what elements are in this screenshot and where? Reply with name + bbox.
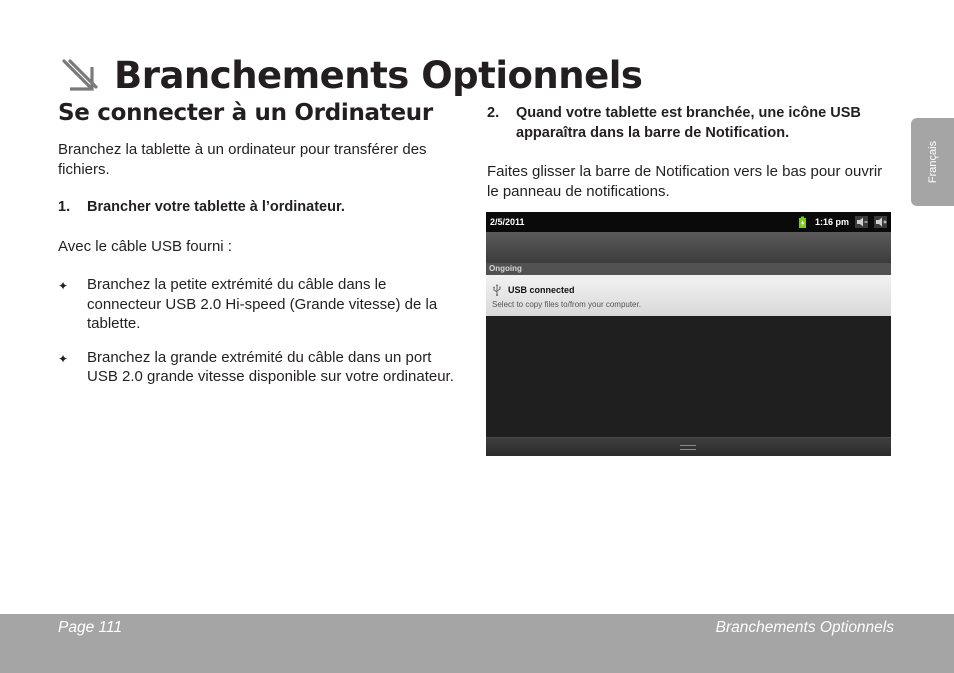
step-1 [58,198,458,218]
ongoing-section [486,263,891,275]
bullet-item-1 [58,275,458,334]
step-2-number: 2. [487,105,500,121]
usb-icon [492,284,502,296]
intro-paragraph: Branchez la tablette à un ordinateur pour transférer des fichiers. [58,141,427,178]
volume-up-icon[interactable] [874,216,887,228]
step-2-text: Quand votre tablette est branchée, une icône USB apparaîtra dans la barre de Notification. [516,105,861,141]
notification-title: USB connected [508,285,575,295]
page-number: Page 111 [58,619,123,636]
step-2 [487,104,887,143]
left-column [58,100,458,387]
tablet-screenshot [486,212,891,456]
four-point-star-icon: ✦ [58,279,69,293]
step-1-text: Brancher votre tablette à l’ordinateur. [87,199,345,215]
cable-intro: Avec le câble USB fourni : [58,237,232,255]
usb-notification[interactable] [486,275,891,316]
bullet-text-2: Branchez la grande extrémité du câble dans un port USB 2.0 grande vitesse disponible sur votre ordinateur. [87,348,454,385]
page-footer [0,614,954,673]
notification-subtitle: Select to copy files to/from your computer. [492,300,641,309]
step-1-number: 1. [58,199,71,215]
ongoing-label: Ongoing [489,264,522,273]
footer-section-title: Branchements Optionnels [715,619,894,636]
language-tab-label: Français [926,140,939,184]
section-heading: Se connecter à un Ordinateur [58,100,433,126]
status-date: 2/5/2011 [490,217,525,227]
diagonal-down-right-arrow-icon [58,55,98,95]
shade-drag-handle[interactable] [486,437,891,456]
bullet-text-1: Branchez la petite extrémité du câble dans le connecteur USB 2.0 Hi-speed (Grande vitesse) de la tablette. [87,276,438,332]
bullet-item-2 [58,348,458,387]
status-icons [796,216,887,228]
language-tab [911,118,954,206]
status-bar[interactable] [486,212,891,232]
notification-shade-header [486,232,891,263]
right-column [487,104,887,201]
volume-down-icon[interactable] [855,216,868,228]
status-time: 1:16 pm [814,217,849,227]
battery-icon [796,216,809,228]
title-row [58,50,642,100]
instruction-paragraph: Faites glisser la barre de Notification vers le bas pour ouvrir le panneau de notifications. [487,163,883,200]
page-title: Branchements Optionnels [114,53,643,97]
four-point-star-icon: ✦ [58,351,69,366]
grip-lines-icon [680,445,696,450]
